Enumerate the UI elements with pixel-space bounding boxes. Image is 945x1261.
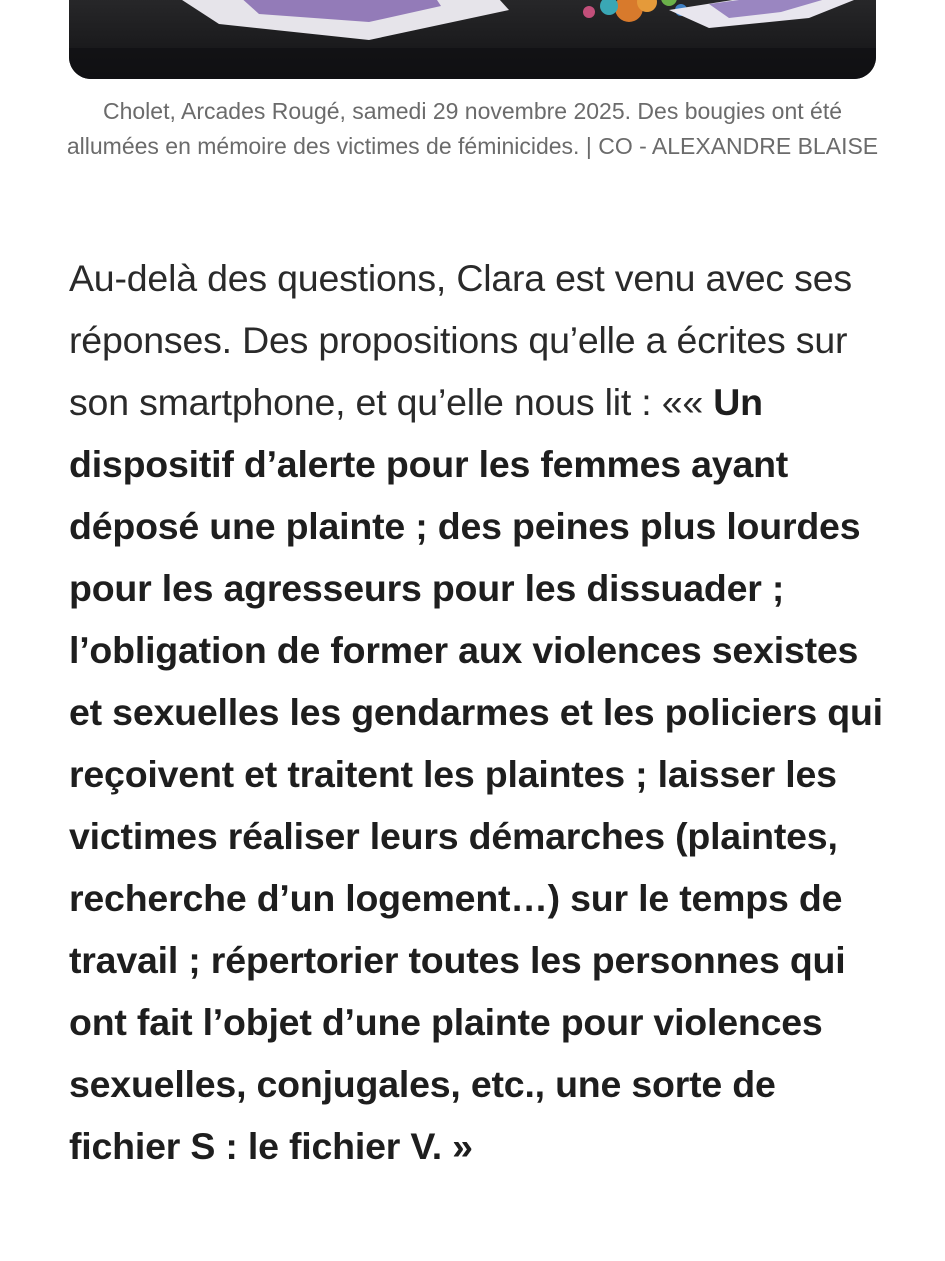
paragraph-lead-text: Au-delà des questions, Clara est venu avec ses réponses. Des propositions qu’elle a écrites sur son smartphone, et qu’elle nous lit : «« (69, 257, 852, 423)
article-photo[interactable] (69, 0, 876, 79)
photo-image (69, 0, 876, 79)
quoted-proposals: Un dispositif d’alerte pour les femmes ayant déposé une plainte ; des peines plus lourdes pour les agresseurs pour les dissuader ; l’obligation de former aux violences sexistes et sexuelles les gendarmes et les policiers qui reçoivent et traitent les plaintes ; laisser les victimes réaliser leurs démarches (plaintes, recherche d’un logement…) sur le temps de travail ; répertorier toutes les personnes qui ont fait l’objet d’une plainte pour violences sexuelles, conjugales, etc., une sorte de fichier S : le fichier V. » (69, 381, 883, 1167)
photo-caption: Cholet, Arcades Rougé, samedi 29 novembre 2025. Des bougies ont été allumées en mémoire des victimes de féminicides. | CO - ALEXANDRE BLAISE (66, 98, 879, 159)
article-paragraph (69, 247, 889, 1177)
